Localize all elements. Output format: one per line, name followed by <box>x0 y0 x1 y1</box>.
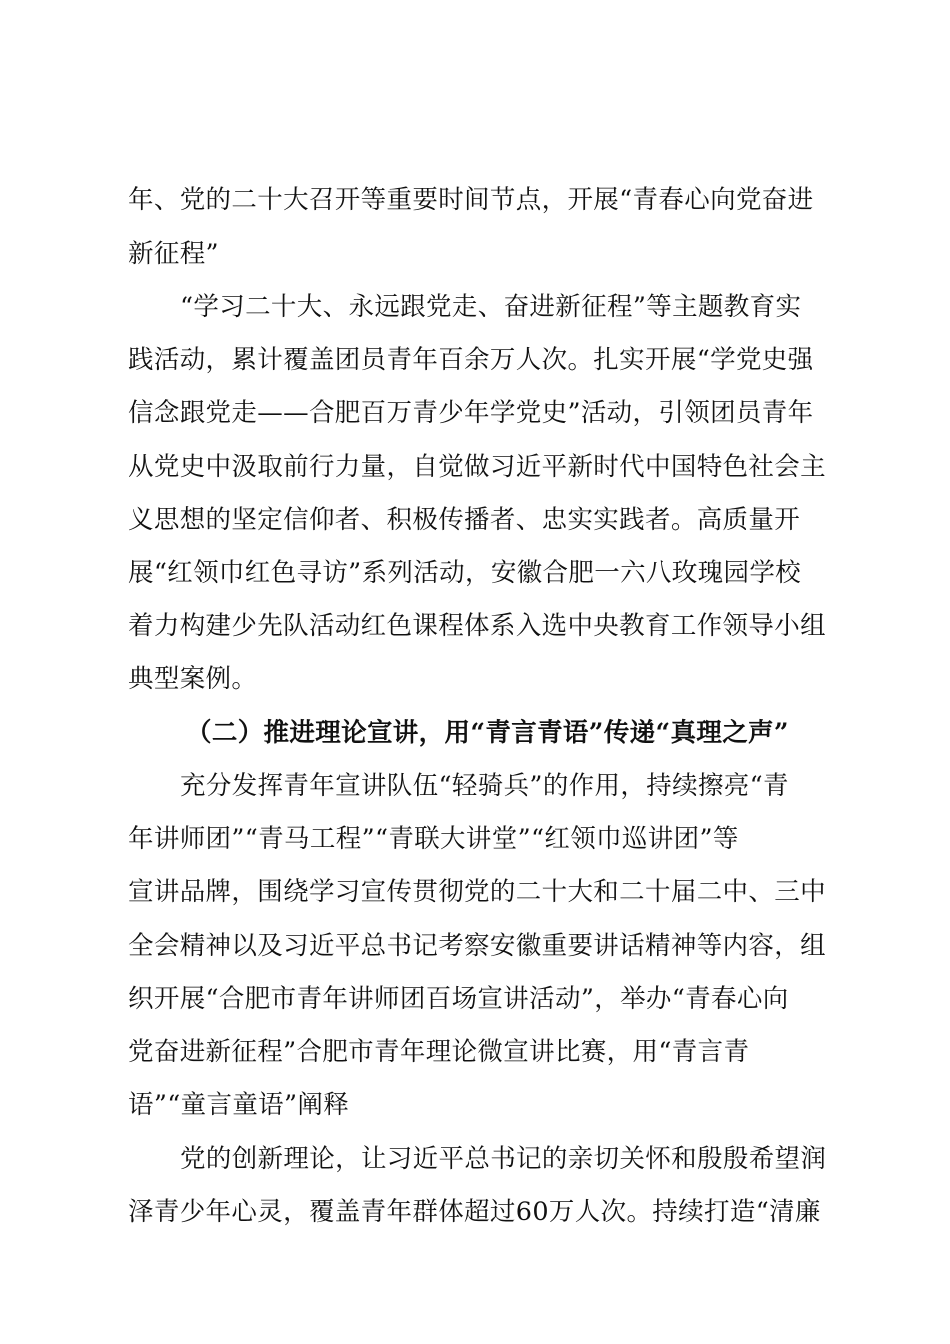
text-line-5: 信念跟党走——合肥百万青少年学党史”活动，引领团员青年 <box>128 398 814 428</box>
text-line-14: 宣讲品牌，围绕学习宣传贯彻党的二十大和二十届二中、三中 <box>128 877 826 907</box>
text-line-19: 党的创新理论，让习近平总书记的亲切关怀和殷殷希望润 <box>180 1144 827 1174</box>
text-line-17: 党奋进新征程”合肥市青年理论微宣讲比赛，用“青言青 <box>128 1037 750 1067</box>
text-line-13: 年讲师团”“青马工程”“青联大讲堂”“红领巾巡讲团”等 <box>128 824 739 854</box>
section-heading: （二）推进理论宣讲，用“青言青语”传递“真理之声” <box>186 718 789 748</box>
text-line-1: 年、党的二十大召开等重要时间节点，开展“青春心向党奋进 <box>128 185 814 215</box>
text-line-6: 从党史中汲取前行力量，自觉做习近平新时代中国特色社会主 <box>128 452 826 482</box>
text-line-10: 典型案例。 <box>128 664 258 694</box>
text-line-12: 充分发挥青年宣讲队伍“轻骑兵”的作用，持续擦亮“青 <box>180 771 789 801</box>
text-line-9: 着力构建少先队活动红色课程体系入选中央教育工作领导小组 <box>128 611 826 641</box>
text-line-4: 践活动，累计覆盖团员青年百余万人次。扎实开展“学党史强 <box>128 345 814 375</box>
text-line-8: 展“红领巾红色寻访”系列活动，安徽合肥一六八玫瑰园学校 <box>128 558 802 588</box>
text-line-7: 义思想的坚定信仰者、积极传播者、忠实实践者。高质量开 <box>128 505 801 535</box>
text-line-3: “学习二十大、永远跟党走、奋进新征程”等主题教育实 <box>180 292 802 322</box>
text-line-18: 语”“童言童语”阐释 <box>128 1090 350 1120</box>
text-line-2: 新征程” <box>128 239 219 269</box>
text-line-16: 织开展“合肥市青年讲师团百场宣讲活动”，举办“青春心向 <box>128 984 789 1014</box>
text-line-20: 泽青少年心灵，覆盖青年群体超过60万人次。持续打造“清廉 <box>128 1197 821 1227</box>
text-line-15: 全会精神以及习近平总书记考察安徽重要讲话精神等内容，组 <box>128 931 826 961</box>
